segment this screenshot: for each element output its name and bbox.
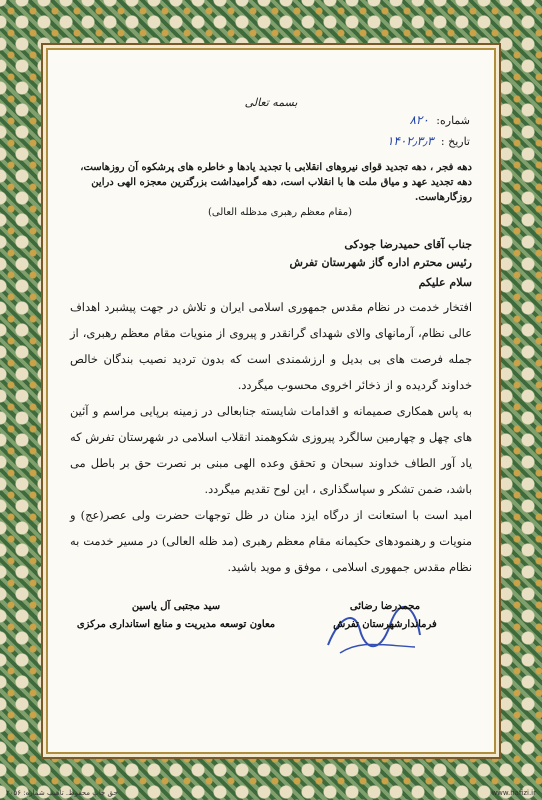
footer-print-note: حق چاپ محفوظ. تاهیب شماره: ۲۰۵۶ bbox=[6, 789, 118, 797]
date-value: ۱۴۰۲٫۳٫۳ bbox=[386, 134, 434, 148]
date-label: تاریخ : bbox=[440, 135, 470, 148]
footer-website: www.hafizi.ir bbox=[491, 789, 536, 797]
body-paragraph-1: افتخار خدمت در نظام مقدس جمهوری اسلامی ایران و تلاش در جهت پیشبرد اهداف عالی نظام، آرمانهای والای شهدای گرانقدر و پیروی از منویات مقام معظم رهبری، از جمله فرصت های بی بدیل و ارزشمندی است که بدون تردید نصیب بندگان خالص خداوند گردیده و از ذخائر اخروی محسوب میگردد. bbox=[70, 300, 472, 392]
addressee-name: جناب آقای حمیدرضا جودکی bbox=[344, 238, 472, 251]
signature-left bbox=[76, 598, 276, 634]
motto-attribution: (مقام معظم رهبری مدظله العالی) bbox=[208, 207, 352, 218]
addressee-block bbox=[290, 236, 473, 272]
letter-meta bbox=[387, 110, 470, 152]
signer-left-name: سید مجتبی آل یاسین bbox=[131, 601, 221, 612]
number-row bbox=[387, 110, 470, 131]
letter-body bbox=[70, 294, 472, 580]
number-value: ۸۲۰ bbox=[409, 113, 429, 127]
motto-quote bbox=[70, 160, 472, 220]
motto-line-1: دهه فجر ، دهه تجدید قوای نیروهای انقلابی با تجدید یادها و خاطره های پرشکوه آن روزهاست، bbox=[80, 162, 472, 173]
body-paragraph-2: به پاس همکاری صمیمانه و اقدامات شایسته جنابعالی در زمینه برپایی مراسم و آئین های چهل و چهارمین سالگرد پیروزی شکوهمند انقلاب اسلامی در شهرستان تفرش که یاد آور الطاف خداوند سبحان و تحقق وعده الهی مبنی بر نصرت حق بر باطل می باشد، ضمن تشکر و سپاسگذاری ، این لوح تقدیم میگردد. bbox=[70, 404, 472, 496]
addressee-title: رئیس محترم اداره گاز شهرستان تفرش bbox=[289, 256, 472, 269]
bismillah-heading: بسمه تعالی bbox=[244, 96, 298, 109]
number-label: شماره: bbox=[436, 114, 470, 127]
greeting: سلام علیکم bbox=[418, 276, 472, 289]
signer-right-name: محمدرضا رضائی bbox=[349, 601, 421, 612]
body-paragraph-3: امید است با استعانت از درگاه ایزد منان در ظل توجهات حضرت ولی عصر(عج) و منویات و رهنمودهای حکیمانه مقام معظم رهبری (مد ظله العالی) در مسیر خدمت به نظام مقدس جمهوری اسلامی ، موفق و موید باشید. bbox=[70, 508, 472, 574]
motto-line-2: دهه تجدید عهد و میاق ملت ها با انقلاب است، دهه گرامیداشت بزرگترین معجزه الهی دراین روزگارهاست. bbox=[91, 177, 472, 203]
signer-right-title: فرماندارشهرستان تفرش bbox=[333, 619, 437, 630]
signature-right bbox=[300, 598, 470, 634]
date-row bbox=[387, 131, 470, 152]
signer-left-title: معاون توسعه مدیریت و منابع استانداری مرکزی bbox=[76, 619, 276, 630]
certificate-paper bbox=[48, 50, 494, 752]
